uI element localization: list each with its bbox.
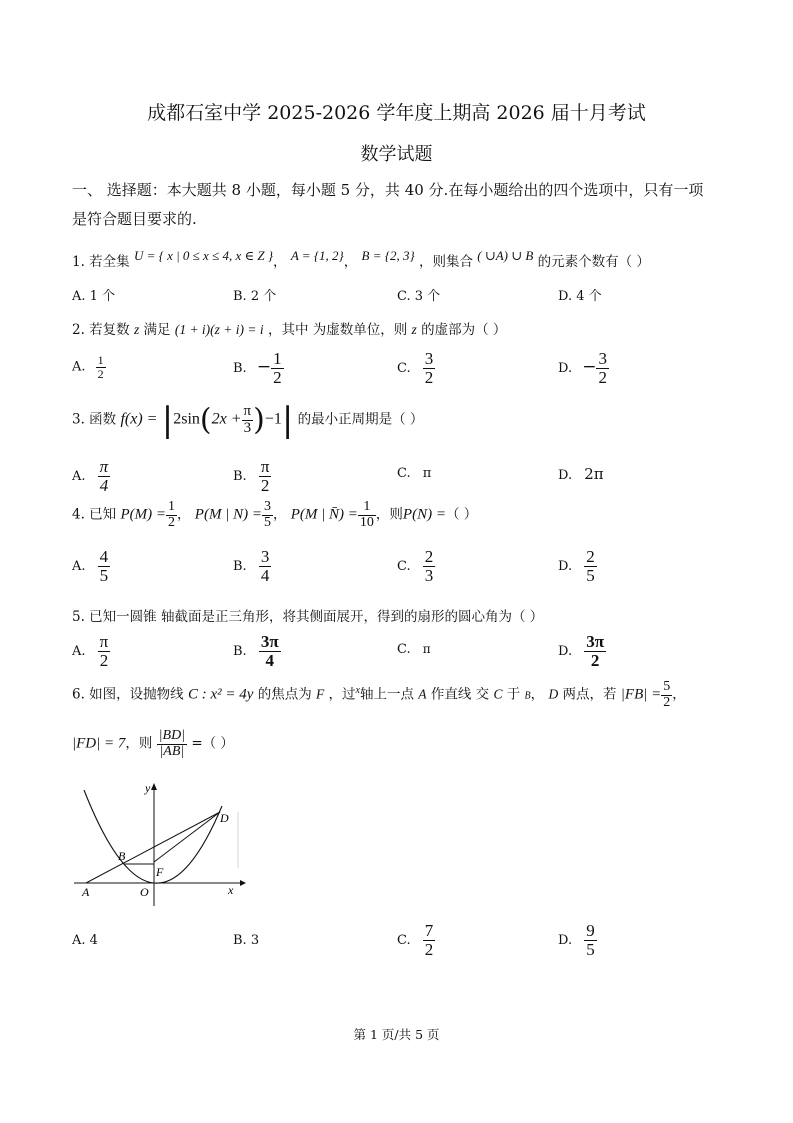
q6-text-2: 的焦点为 xyxy=(257,686,312,703)
q1-option-a: A. 1 个 xyxy=(72,289,116,304)
denominator: 2 xyxy=(273,367,282,387)
q2-text-4: 的虚部为（ ） xyxy=(421,322,507,338)
q5-option-a xyxy=(72,633,110,670)
q3-function: f(x) = xyxy=(120,410,158,428)
numerator: 3 xyxy=(598,349,607,368)
q6-text-1: 6. 如图，设抛物线 xyxy=(72,686,184,703)
q6-text-8: 两点，若 xyxy=(562,686,617,703)
line-fd xyxy=(154,812,220,862)
numerator: 3 xyxy=(263,499,271,514)
numerator: 1 xyxy=(273,349,282,368)
label-a: A xyxy=(82,885,90,899)
paren-left: ( xyxy=(199,402,212,438)
denominator: 2 xyxy=(260,475,270,495)
q6-option-d-label: D. xyxy=(558,932,573,948)
q4-option-b-fraction xyxy=(259,548,272,585)
denominator: 2 xyxy=(99,650,109,670)
q4-text-3: （ ） xyxy=(445,506,478,523)
q5-option-c xyxy=(397,642,431,657)
label-o: O xyxy=(140,885,149,899)
q5-option-d xyxy=(558,633,606,670)
q2-option-b-label: B. xyxy=(233,360,247,376)
q4-option-c-label: C. xyxy=(397,558,411,574)
q1-text-2: ，则集合 xyxy=(418,254,473,270)
numerator: 3π xyxy=(586,632,605,651)
numerator: 3 xyxy=(260,547,270,566)
numerator: 9 xyxy=(586,921,595,940)
q3-option-d-label: D. xyxy=(558,468,573,483)
q4-option-b xyxy=(233,548,271,585)
q4-option-d xyxy=(558,548,597,585)
q4-option-a-fraction xyxy=(98,548,111,585)
paren-right: ) xyxy=(253,402,265,438)
q6-option-c-fraction xyxy=(423,922,436,959)
q2-option-d-label: D. xyxy=(558,360,573,376)
q6-axis-x: x xyxy=(355,685,360,697)
line-abd xyxy=(86,812,220,883)
numerator: π xyxy=(243,402,252,419)
q3-option-a-label: A. xyxy=(72,468,86,484)
q6-curve-c: C xyxy=(493,686,503,702)
numerator: 3 xyxy=(424,349,434,368)
q4-text-1: 4. 已知 xyxy=(72,506,117,523)
q3-text-1: 3. 函数 xyxy=(72,411,117,428)
question-3 xyxy=(72,400,423,440)
q2-option-c-fraction xyxy=(423,350,436,387)
abs-bar-left: | xyxy=(161,400,174,440)
y-axis-arrow xyxy=(151,783,157,790)
q6-text-5: 作直线 交 xyxy=(430,686,490,703)
minus-sign: − xyxy=(582,356,597,377)
q2-option-d xyxy=(558,350,609,387)
q2-option-d-fraction xyxy=(596,350,609,387)
q2-option-c-label: C. xyxy=(397,360,411,376)
question-5: 5. 已知一圆锥 轴截面是正三角形，将其侧面展开，得到的扇形的圆心角为（ ） xyxy=(72,609,544,625)
q2-option-b-fraction xyxy=(271,350,284,387)
label-b: B xyxy=(118,849,126,863)
q4-option-a xyxy=(72,548,110,585)
q4-option-a-label: A. xyxy=(72,558,86,574)
q4-pm: P(M) = xyxy=(120,506,166,523)
q1-option-d: D. 4 个 xyxy=(558,289,602,304)
q1-text-1: 1. 若全集 xyxy=(72,254,130,270)
q1-option-b: B. 2 个 xyxy=(233,289,277,304)
q3-minus-one: −1 xyxy=(264,410,282,428)
x-axis-arrow xyxy=(240,880,246,886)
q3-option-c-value: π xyxy=(422,466,432,481)
q5-option-a-label: A. xyxy=(72,643,86,659)
abs-bar-right: | xyxy=(281,400,294,440)
numerator: π xyxy=(260,457,270,476)
q1-expression: ( ∪A) ∪ B xyxy=(477,248,534,263)
q4-pmn-fraction xyxy=(262,500,273,530)
denominator: 2 xyxy=(168,514,175,530)
q1-text-3: 的元素个数有（ ） xyxy=(537,254,650,270)
denominator: |AB| xyxy=(159,743,185,759)
q5-option-d-fraction xyxy=(584,633,606,670)
q5-option-c-label: C. xyxy=(397,642,411,657)
q2-text-3: ，其中 为虚数单位，则 xyxy=(267,322,408,338)
q2-option-c xyxy=(397,350,435,387)
q6-text-4: 轴上一点 xyxy=(360,686,414,703)
q4-option-d-fraction xyxy=(584,548,597,585)
q6-text-10: ，则 xyxy=(125,735,153,752)
q3-option-b xyxy=(233,458,271,495)
q2-variable-z-2: z xyxy=(411,322,417,337)
q6-option-d xyxy=(558,922,597,959)
q1-option-c: C. 3 个 xyxy=(397,289,441,304)
q6-text-3: ，过 xyxy=(328,686,356,703)
q1-set-b: B = {2, 3} xyxy=(361,248,415,263)
q3-arg: 2x + xyxy=(211,410,242,428)
parabola-curve xyxy=(84,790,222,883)
denominator: 2 xyxy=(97,366,104,381)
q6-point-b: B xyxy=(524,690,531,702)
numerator: 3π xyxy=(260,632,279,651)
q3-option-c-label: C. xyxy=(397,466,411,481)
q6-point-d: D xyxy=(548,686,559,702)
q6-text-11: =（ ） xyxy=(191,735,234,752)
label-y: y xyxy=(145,781,151,795)
q1-set-a: A = {1, 2} xyxy=(290,248,344,263)
q2-option-b xyxy=(233,350,284,387)
minus-sign: − xyxy=(256,356,272,377)
numerator: 5 xyxy=(663,679,671,694)
q3-option-a xyxy=(72,458,110,495)
q3-option-c xyxy=(397,466,431,481)
question-6-line2 xyxy=(72,729,234,759)
q4-option-d-label: D. xyxy=(558,558,573,574)
numerator: π xyxy=(99,457,109,476)
numerator: 1 xyxy=(97,353,104,367)
denominator: 2 xyxy=(424,939,434,959)
q4-option-c xyxy=(397,548,435,585)
denominator: 5 xyxy=(586,565,595,585)
numerator: 4 xyxy=(99,547,109,566)
q6-parabola: C : x² = 4y xyxy=(187,686,254,703)
denominator: 2 xyxy=(590,650,600,670)
label-x: x xyxy=(228,883,234,897)
denominator: 5 xyxy=(99,565,109,585)
numerator: 7 xyxy=(424,921,434,940)
q5-option-c-value: π xyxy=(422,642,431,656)
numerator: |BD| xyxy=(158,728,186,743)
denominator: 3 xyxy=(424,565,434,585)
q3-option-b-label: B. xyxy=(233,468,247,484)
q4-pn: P(N) = xyxy=(402,506,446,523)
q6-fb: |FB| = xyxy=(620,686,662,703)
parabola-figure xyxy=(70,778,250,908)
q5-option-b xyxy=(233,633,281,670)
q3-sin: 2sin xyxy=(173,410,200,428)
section-heading-line1: 一、 选择题：本大题共 8 小题，每小题 5 分，共 40 分.在每小题给出的四个选项中，只有一项 xyxy=(72,181,704,199)
label-f: F xyxy=(156,865,164,879)
q6-option-c-label: C. xyxy=(397,932,411,948)
question-1: 1. 若全集 U = { x | 0 ≤ x ≤ 4, x ∈ Z }， A = {1, 2}， B = {2, 3} ，则集合 ( ∪A) ∪ B 的元素个数有（ ） xyxy=(72,248,650,270)
denominator: 10 xyxy=(359,514,374,530)
q6-point-a: A xyxy=(418,686,427,702)
q6-text-9: ， xyxy=(672,686,686,703)
denominator: 2 xyxy=(663,694,671,710)
numerator: π xyxy=(99,632,109,651)
denominator: 3 xyxy=(243,419,252,436)
q2-option-a-fraction xyxy=(96,354,106,380)
page-subtitle: 数学试题 xyxy=(360,144,433,165)
q6-fb-fraction xyxy=(661,680,672,710)
q1-universal-set: U = { x | 0 ≤ x ≤ 4, x ∈ Z } xyxy=(133,248,274,263)
q3-text-2: 的最小正周期是（ ） xyxy=(297,411,424,428)
q3-option-a-fraction xyxy=(98,458,111,495)
q2-text-1: 2. 若复数 xyxy=(72,322,130,338)
q5-option-b-label: B. xyxy=(233,643,247,659)
q4-pm-fraction xyxy=(166,500,177,530)
q2-equation: (1 + i)(z + i) = i xyxy=(174,322,264,337)
label-d: D xyxy=(220,811,229,825)
q5-option-b-fraction xyxy=(259,633,281,670)
q4-pmnbar-fraction xyxy=(358,500,376,530)
q6-text-6: 于 xyxy=(506,686,521,703)
numerator: 2 xyxy=(424,547,434,566)
question-6-line1 xyxy=(72,680,686,710)
denominator: 5 xyxy=(586,939,595,959)
q4-text-2: ，则 xyxy=(375,506,403,523)
q5-option-d-label: D. xyxy=(558,643,573,659)
denominator: 4 xyxy=(99,475,109,495)
denominator: 2 xyxy=(598,367,607,387)
denominator: 5 xyxy=(263,514,271,530)
denominator: 2 xyxy=(424,367,434,387)
q3-option-b-fraction xyxy=(259,458,272,495)
page-title: 成都石室中学 2025-2026 学年度上期高 2026 届十月考试 xyxy=(147,102,646,124)
question-4: 4. 已知 P(M) = $\frac{1}{2}$ ， P(M | N) = $\frac{3}{5}$ ， P(M | N̄) = $\frac{1}{10}$ ，则P(N) =（ ） xyxy=(72,499,478,530)
q5-option-a-fraction xyxy=(98,633,111,670)
q2-option-a xyxy=(72,354,106,380)
numerator: 1 xyxy=(168,499,175,514)
q2-option-a-label: A. xyxy=(72,359,86,375)
q6-point-f: F xyxy=(316,686,325,702)
q6-option-d-fraction xyxy=(584,922,597,959)
numerator: 1 xyxy=(358,500,376,516)
denominator: 4 xyxy=(265,650,274,670)
q2-text-2: 满足 xyxy=(143,322,171,338)
q4-option-c-fraction xyxy=(423,548,436,585)
section-heading-line2: 是符合题目要求的. xyxy=(72,210,197,228)
q3-option-d xyxy=(558,465,604,483)
page-footer: 第 1 页/共 5 页 xyxy=(353,1027,440,1042)
q2-variable-z: z xyxy=(133,322,140,337)
q3-pi-over-3 xyxy=(242,404,254,437)
question-2 xyxy=(72,318,506,338)
denominator: 4 xyxy=(260,565,270,585)
numerator: 2 xyxy=(586,547,595,566)
q6-option-b: B. 3 xyxy=(233,933,260,948)
q3-option-d-value: 2π xyxy=(584,465,604,483)
q6-ratio xyxy=(157,729,187,759)
q4-pmnbar: P(M | N̄) = xyxy=(290,506,358,523)
q6-text-7: ， xyxy=(530,686,545,703)
q6-fd: |FD| = 7 xyxy=(72,735,126,752)
q6-option-c xyxy=(397,922,435,959)
q4-option-b-label: B. xyxy=(233,558,247,574)
q6-option-a: A. 4 xyxy=(72,933,98,948)
q4-pmn: P(M | N) = xyxy=(194,506,262,523)
